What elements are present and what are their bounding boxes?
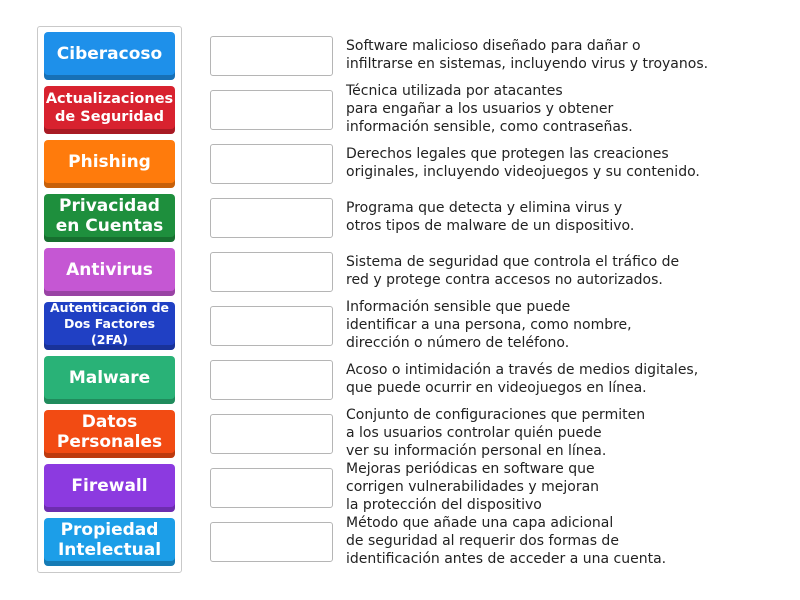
term-tile-antivirus[interactable]	[44, 248, 175, 296]
drop-slot-1[interactable]	[210, 36, 333, 76]
definition-9: Mejoras periódicas en software que corrigen vulnerabilidades y mejoran la protección del dispositivo	[346, 461, 600, 513]
definition-5: Sistema de seguridad que controla el tráfico de red y protege contra accesos no autorizados.	[346, 254, 680, 288]
term-tile-2fa[interactable]	[44, 302, 175, 350]
definition-10: Método que añade una capa adicional de seguridad al requerir dos formas de identificación antes de acceder a una cuenta.	[346, 515, 667, 567]
term-label: Phishing	[68, 152, 151, 172]
drop-slot-10[interactable]	[210, 522, 333, 562]
term-label: Privacidad en Cuentas	[55, 196, 164, 236]
definition-1: Software malicioso diseñado para dañar o infiltrarse en sistemas, incluyendo virus y troyanos.	[346, 38, 709, 72]
definition-8: Conjunto de configuraciones que permiten a los usuarios controlar quién puede ver su información personal en línea.	[346, 407, 646, 459]
term-label: Antivirus	[66, 260, 153, 280]
drop-slot-9[interactable]	[210, 468, 333, 508]
definition-7: Acoso o intimidación a través de medios digitales, que puede ocurrir en videojuegos en línea.	[346, 362, 699, 396]
term-label: Ciberacoso	[56, 44, 163, 64]
drop-slot-4[interactable]	[210, 198, 333, 238]
definition-4: Programa que detecta y elimina virus y otros tipos de malware de un dispositivo.	[346, 200, 635, 234]
term-tile-ciberacoso[interactable]	[44, 32, 175, 80]
definition-3: Derechos legales que protegen las creaciones originales, incluyendo videojuegos y su contenido.	[346, 146, 700, 180]
term-label: Datos Personales	[56, 412, 163, 452]
term-tile-privacidad-en-cuentas[interactable]	[44, 194, 175, 242]
term-label: Propiedad Intelectual	[57, 520, 162, 560]
term-tile-phishing[interactable]	[44, 140, 175, 188]
term-tile-firewall[interactable]	[44, 464, 175, 512]
term-tile-datos-personales[interactable]	[44, 410, 175, 458]
drop-slot-3[interactable]	[210, 144, 333, 184]
term-label: Malware	[68, 368, 151, 388]
term-label: Autenticación de Dos Factores (2FA)	[50, 300, 169, 347]
term-label: Firewall	[71, 476, 148, 496]
definition-2: Técnica utilizada por atacantes para engañar a los usuarios y obtener información sensible, como contraseñas.	[346, 83, 633, 135]
drop-slot-8[interactable]	[210, 414, 333, 454]
drop-slot-2[interactable]	[210, 90, 333, 130]
definition-6: Información sensible que puede identificar a una persona, como nombre, dirección o número de teléfono.	[346, 299, 632, 351]
drop-slot-5[interactable]	[210, 252, 333, 292]
term-tile-malware[interactable]	[44, 356, 175, 404]
term-tile-actualizaciones-de-seguridad[interactable]	[44, 86, 175, 134]
term-label: Actualizaciones de Seguridad	[45, 91, 174, 125]
drop-slot-7[interactable]	[210, 360, 333, 400]
drop-slot-6[interactable]	[210, 306, 333, 346]
term-tile-propiedad-intelectual[interactable]	[44, 518, 175, 566]
